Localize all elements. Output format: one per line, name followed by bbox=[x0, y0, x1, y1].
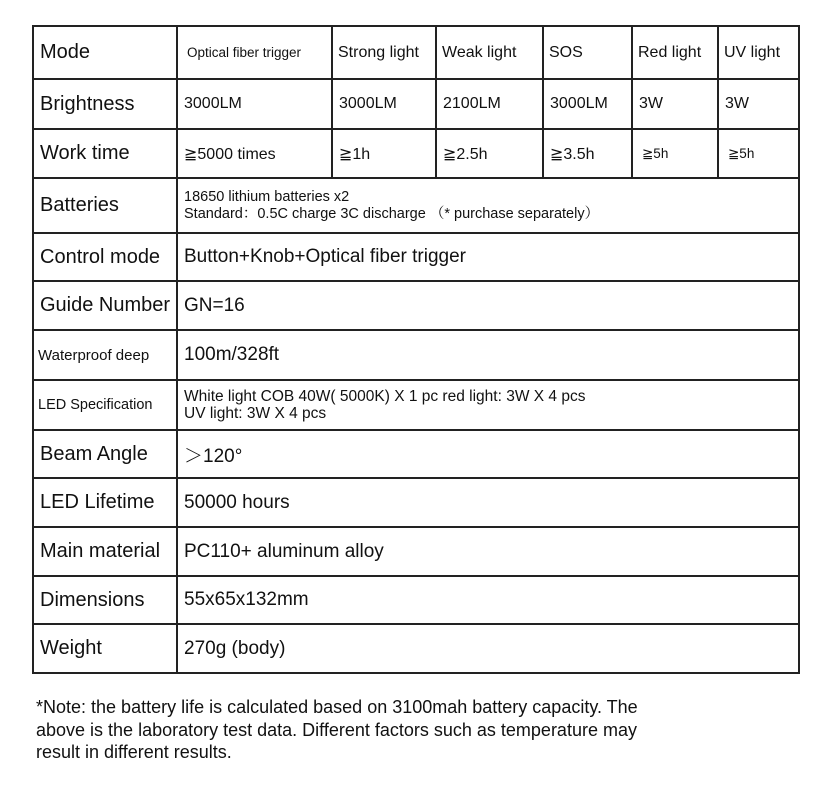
led-lifetime-value: 50000 hours bbox=[177, 478, 799, 527]
work-time-value: ≧3.5h bbox=[543, 129, 632, 178]
table-row-main-material bbox=[33, 527, 799, 576]
work-time-value: ≧5h bbox=[718, 129, 799, 178]
table-row-weight bbox=[33, 624, 799, 673]
brightness-value: 3000LM bbox=[332, 79, 436, 129]
control-mode-value: Button+Knob+Optical fiber trigger bbox=[177, 233, 799, 281]
row-label-led-lifetime: LED Lifetime bbox=[33, 478, 177, 527]
main-material-value: PC110+ aluminum alloy bbox=[177, 527, 799, 576]
row-label-main-material: Main material bbox=[33, 527, 177, 576]
waterproof-value: 100m/328ft bbox=[177, 330, 799, 380]
row-label-work-time: Work time bbox=[33, 129, 177, 178]
batteries-line-2: Standard：0.5C charge 3C discharge （* purchase separately） bbox=[184, 205, 600, 222]
led-spec-line-2: UV light: 3W X 4 pcs bbox=[184, 405, 327, 422]
table-row-mode bbox=[33, 26, 799, 79]
row-label-weight: Weight bbox=[33, 624, 177, 673]
weight-value: 270g (body) bbox=[177, 624, 799, 673]
mode-strong-light: Strong light bbox=[332, 26, 436, 79]
mode-uv-light: UV light bbox=[718, 26, 799, 79]
row-label-waterproof: Waterproof deep bbox=[33, 330, 177, 380]
led-spec-line-1: White light COB 40W( 5000K) X 1 pc red light: 3W X 4 pcs bbox=[184, 388, 586, 405]
row-label-guide-number: Guide Number bbox=[33, 281, 177, 330]
batteries-line-1: 18650 lithium batteries x2 bbox=[184, 188, 350, 205]
mode-optical-fiber-trigger: Optical fiber trigger bbox=[177, 26, 332, 79]
brightness-value: 3000LM bbox=[177, 79, 332, 129]
row-label-led-spec: LED Specification bbox=[33, 380, 177, 430]
brightness-value: 3000LM bbox=[543, 79, 632, 129]
table-row-led-spec bbox=[33, 380, 799, 430]
table-row-beam-angle bbox=[33, 430, 799, 478]
table-row-brightness bbox=[33, 79, 799, 129]
work-time-value: ≧5000 times bbox=[177, 129, 332, 178]
beam-angle-value: ＞120° bbox=[177, 430, 799, 478]
table-row-control-mode bbox=[33, 233, 799, 281]
row-label-dimensions: Dimensions bbox=[33, 576, 177, 624]
footnote-line-2: above is the laboratory test data. Different factors such as temperature may bbox=[36, 719, 637, 740]
footnote-line-3: result in different results. bbox=[36, 742, 232, 762]
guide-number-value: GN=16 bbox=[177, 281, 799, 330]
table-row-work-time bbox=[33, 129, 799, 178]
row-label-mode: Mode bbox=[33, 26, 177, 79]
mode-weak-light: Weak light bbox=[436, 26, 543, 79]
dimensions-value: 55x65x132mm bbox=[177, 576, 799, 624]
row-label-control-mode: Control mode bbox=[33, 233, 177, 281]
footnote bbox=[36, 696, 796, 764]
row-label-beam-angle: Beam Angle bbox=[33, 430, 177, 478]
spec-table bbox=[32, 25, 800, 674]
work-time-value: ≧2.5h bbox=[436, 129, 543, 178]
table-row-waterproof bbox=[33, 330, 799, 380]
table-row-batteries bbox=[33, 178, 799, 233]
mode-red-light: Red light bbox=[632, 26, 718, 79]
row-label-batteries: Batteries bbox=[33, 178, 177, 233]
led-spec-value bbox=[177, 380, 799, 430]
table-row-dimensions bbox=[33, 576, 799, 624]
brightness-value: 2100LM bbox=[436, 79, 543, 129]
brightness-value: 3W bbox=[718, 79, 799, 129]
mode-sos: SOS bbox=[543, 26, 632, 79]
batteries-value bbox=[177, 178, 799, 233]
table-row-guide-number bbox=[33, 281, 799, 330]
footnote-line-1: *Note: the battery life is calculated based on 3100mah battery capacity. The bbox=[36, 697, 638, 717]
row-label-brightness: Brightness bbox=[33, 79, 177, 129]
work-time-value: ≧1h bbox=[332, 129, 436, 178]
brightness-value: 3W bbox=[632, 79, 718, 129]
table-row-led-lifetime bbox=[33, 478, 799, 527]
work-time-value: ≧5h bbox=[632, 129, 718, 178]
